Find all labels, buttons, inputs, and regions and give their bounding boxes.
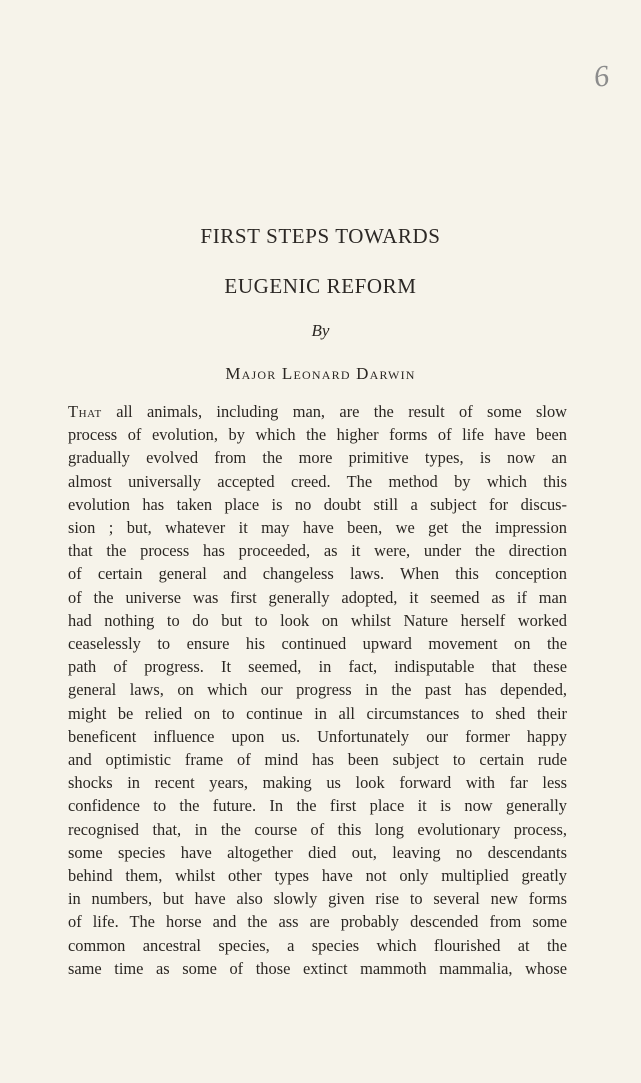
body-line: beneficent influence upon us. Unfortunately our former happy	[68, 726, 567, 746]
body-line: might be relied on to continue in all circumstances to shed their	[68, 703, 567, 723]
body-line: common ancestral species, a species which flourished at the	[68, 935, 567, 955]
body-line: confidence to the future. In the first place it is now generally	[68, 796, 567, 816]
author-name: Major Leonard Darwin	[225, 364, 416, 383]
body-line: evolution has taken place is no doubt still a subject for discus-	[68, 494, 567, 514]
article-title-line-1: FIRST STEPS TOWARDS	[200, 224, 441, 248]
body-line: process of evolution, by which the higher forms of life have been	[68, 425, 567, 445]
body-line: gradually evolved from the more primitive types, is now an	[68, 448, 567, 468]
body-line: sion ; but, whatever it may have been, we get the impression	[68, 518, 567, 538]
body-line: that the process has proceeded, as it were, under the direction	[68, 541, 567, 561]
byline: By	[311, 321, 330, 340]
body-line: behind them, whilst other types have not only multiplied greatly	[68, 866, 567, 886]
body-line: recognised that, in the course of this long evolutionary process,	[68, 819, 567, 839]
article-title-line-2: EUGENIC REFORM	[224, 274, 417, 298]
body-line: same time as some of those extinct mammoth mammalia, whose	[68, 958, 567, 978]
body-line: some species have altogether died out, leaving no descendants	[68, 842, 567, 862]
body-line: ceaselessly to ensure his continued upward movement on the	[68, 634, 567, 654]
body-line: and optimistic frame of mind has been subject to certain rude	[68, 750, 567, 770]
body-line: in numbers, but have also slowly given rise to several new forms	[68, 889, 567, 909]
body-line: of certain general and changeless laws. When this conception	[68, 564, 567, 584]
body-line: path of progress. It seemed, in fact, indisputable that these	[68, 657, 567, 677]
body-line: general laws, on which our progress in the past has depended,	[68, 680, 567, 700]
body-line: of life. The horse and the ass are probably descended from some	[68, 912, 567, 932]
body-line: had nothing to do but to look on whilst Nature herself worked	[68, 610, 567, 630]
body-paragraph	[68, 400, 567, 980]
body-line: That all animals, including man, are the result of some slow	[68, 402, 567, 421]
page-number-mark: 6	[591, 59, 612, 94]
body-line: shocks in recent years, making us look forward with far less	[68, 773, 567, 793]
lead-word: That	[68, 402, 102, 421]
body-line: almost universally accepted creed. The method by which this	[68, 471, 567, 491]
body-line: of the universe was first generally adopted, it seemed as if man	[68, 587, 567, 607]
